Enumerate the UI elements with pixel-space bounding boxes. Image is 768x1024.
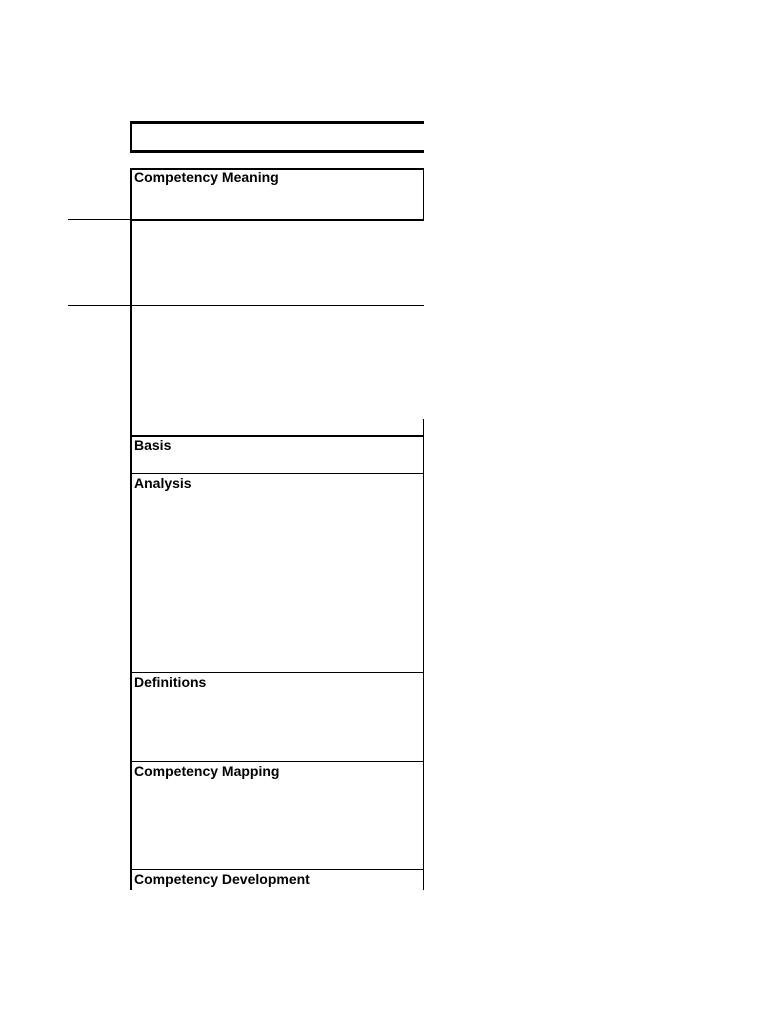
row-analysis-top-border	[130, 473, 424, 474]
margin-rule-2	[68, 305, 424, 306]
table-left-border	[130, 168, 132, 890]
row-label-competency-mapping: Competency Mapping	[134, 763, 280, 779]
row-development-top-border	[130, 869, 424, 870]
row-label-basis: Basis	[134, 437, 172, 453]
row-meaning-bottom-border	[130, 219, 424, 221]
margin-rule-1	[68, 219, 132, 220]
row-label-competency-meaning: Competency Meaning	[134, 169, 279, 185]
row-label-analysis: Analysis	[134, 475, 192, 491]
row-label-competency-development: Competency Development	[134, 871, 310, 887]
row-basis-top-border	[130, 435, 424, 437]
row-mapping-top-border	[130, 761, 424, 762]
row-meaning-right-border	[423, 168, 424, 221]
row-definitions-top-border	[130, 672, 424, 673]
title-box-left-border	[130, 121, 132, 153]
title-box-top-border	[130, 121, 424, 124]
row-label-definitions: Definitions	[134, 674, 207, 690]
table-right-border-lower	[423, 435, 424, 890]
title-box-bottom-border	[130, 150, 424, 153]
